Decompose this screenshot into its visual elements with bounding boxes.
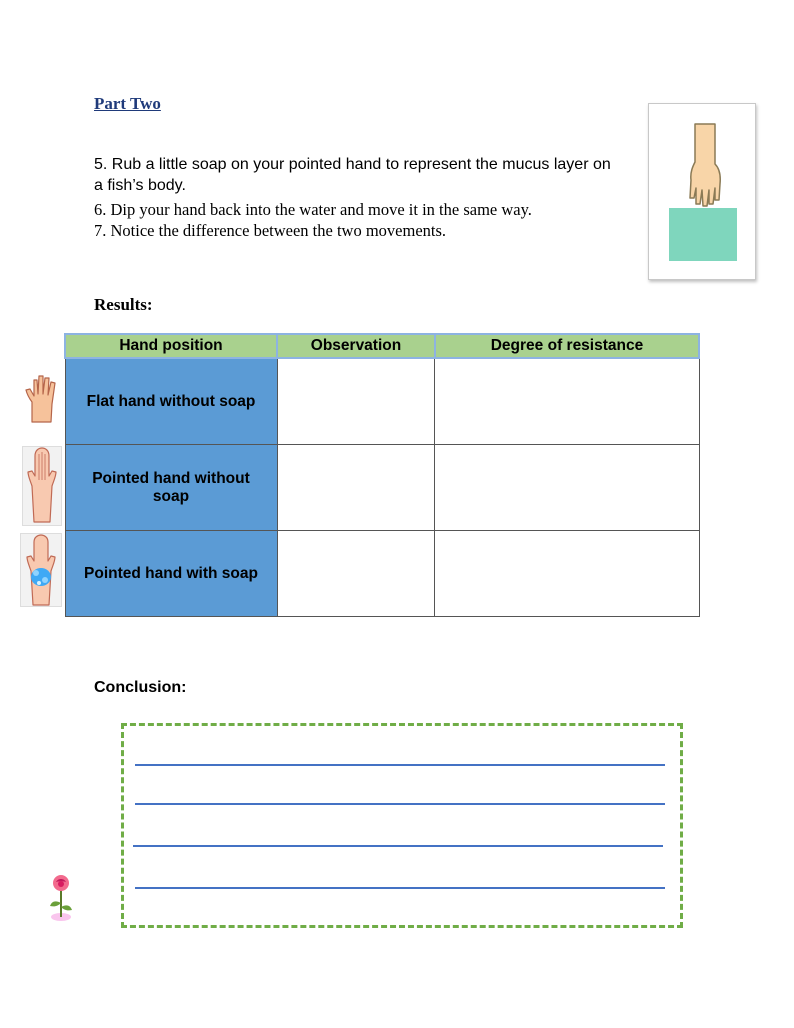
conclusion-box[interactable]	[121, 723, 683, 928]
step-6-text: 6. Dip your hand back into the water and move it in the same way.	[94, 200, 532, 219]
flat-hand-icon	[24, 372, 60, 429]
hand-dipping-in-water-icon	[648, 103, 756, 280]
row-label: Pointed hand without soap	[65, 445, 277, 531]
answer-line[interactable]	[135, 887, 665, 889]
step-7-text: 7. Notice the difference between the two movements.	[94, 221, 447, 240]
table-header-row	[65, 334, 699, 358]
table-row	[65, 445, 699, 531]
step-5-text: 5. Rub a little soap on your pointed hand to represent the mucus layer on a fish’s body.	[94, 156, 611, 194]
pointed-hand-icon	[22, 446, 62, 531]
resistance-cell[interactable]	[435, 358, 699, 445]
rose-icon	[46, 873, 76, 928]
row-label: Pointed hand with soap	[65, 531, 277, 617]
results-table	[64, 333, 700, 617]
row-label: Flat hand without soap	[65, 358, 277, 445]
table-row	[65, 358, 699, 445]
conclusion-title: Conclusion:	[94, 679, 187, 696]
header-observation: Observation	[277, 334, 435, 358]
header-degree-of-resistance: Degree of resistance	[435, 334, 699, 358]
answer-line[interactable]	[133, 845, 663, 847]
header-hand-position: Hand position	[65, 334, 277, 358]
table-row	[65, 531, 699, 617]
answer-line[interactable]	[135, 803, 665, 805]
pointed-hand-with-soap-icon	[20, 533, 62, 612]
observation-cell[interactable]	[277, 358, 435, 445]
observation-cell[interactable]	[277, 445, 435, 531]
observation-cell[interactable]	[277, 531, 435, 617]
answer-line[interactable]	[135, 764, 665, 766]
results-title: Results:	[94, 295, 153, 314]
resistance-cell[interactable]	[435, 531, 699, 617]
resistance-cell[interactable]	[435, 445, 699, 531]
part-title: Part Two	[94, 94, 161, 113]
